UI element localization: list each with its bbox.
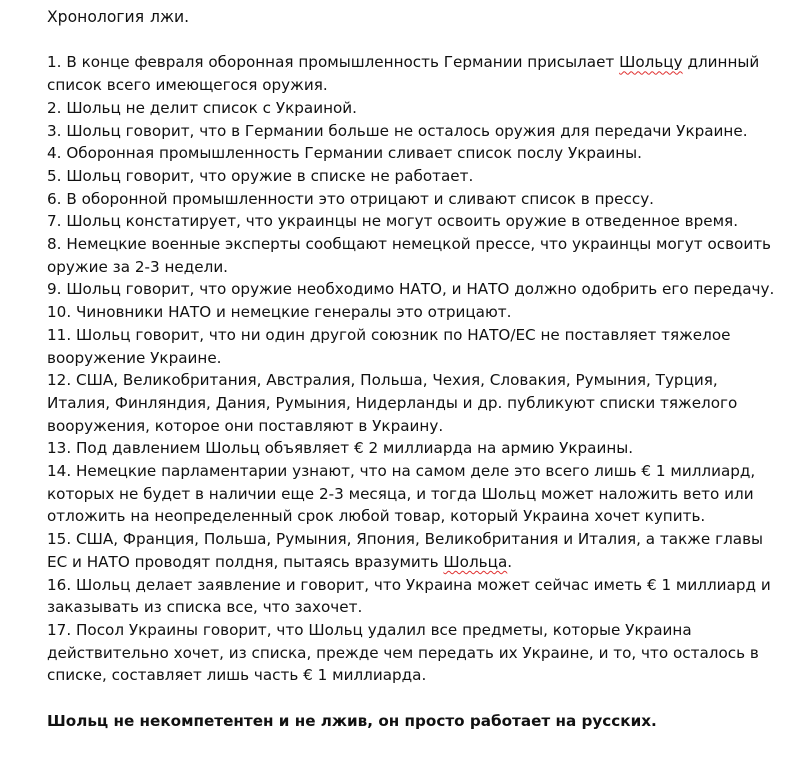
list-item [47,233,782,278]
spellcheck-flagged-word: Шольцу [619,53,683,72]
list-item-text: 2. Шольц не делит список с Украиной. [47,98,358,117]
list-item [47,51,782,96]
list-item-text: 6. В оборонной промышленности это отрицают и сливают список в прессу. [47,189,655,208]
list-item-text: 16. Шольц делает заявление и говорит, что Украина может сейчас иметь € 1 миллиард и заказывать из списка все, что захочет. [47,575,771,617]
list-item [47,437,782,460]
list-item [47,165,782,188]
list-item [47,619,782,687]
chronology-list [47,51,782,687]
list-item-text: 15. США, Франция, Польша, Румыния, Япония, Великобритания и Италия, а также главы ЕС и НАТО проводят полдня, пытаясь вразумить [47,530,764,571]
list-item [47,324,782,369]
list-item-text: 17. Посол Украины говорит, что Шольц удалил все предметы, которые Украина действительно хочет, из списка, прежде чем передать их Украине, и то, что осталось в списке, составляет лишь часть € 1 миллиарда. [47,620,759,685]
list-item-text: 10. Чиновники НАТО и немецкие генералы это отрицают. [47,303,512,322]
list-item [47,210,782,233]
list-item [47,142,782,165]
list-item [47,301,782,324]
list-item-text: 14. Немецкие парламентарии узнают, что на самом деле это всего лишь € 1 миллиард, которых не будет в наличии еще 2-3 месяца, и тогда Шольц может наложить вето или отложить на неопределенный срок любой товар, который Украина хочет купить. [47,462,756,526]
list-item-text: 8. Немецкие военные эксперты сообщают немецкой прессе, что украинцы могут освоить оружие за 2-3 недели. [47,235,771,276]
list-item-text: 5. Шольц говорит, что оружие в списке не работает. [47,166,474,185]
document-body [47,6,782,732]
list-item-text: 11. Шольц говорит, что ни один другой союзник по НАТО/ЕС не поставляет тяжелое вооружение Украине. [47,325,731,367]
spellcheck-flagged-word: Шольца [443,552,508,571]
list-item-text: 1. В конце февраля оборонная промышленность Германии присылает [47,53,620,72]
list-item [47,120,782,143]
document-title: Хронология лжи. [47,8,190,26]
list-item-text-tail: длинный список всего имеющегося оружия. [47,53,760,95]
list-item-text: 12. США, Великобритания, Австралия, Польша, Чехия, Словакия, Румыния, Турция, Италия, Финляндия, Дания, Румыния, Нидерланды и др. публикуют списки тяжелого вооружения, которое они поставляют в Украину. [47,371,738,435]
list-item [47,188,782,211]
list-item-text: 3. Шольц говорит, что в Германии больше не осталось оружия для передачи Украине. [47,121,748,140]
list-item [47,574,782,619]
list-item [47,460,782,528]
conclusion-text: Шольц не некомпетентен и не лжив, он просто работает на русских. [47,711,657,730]
list-item-text: 7. Шольц констатирует, что украинцы не могут освоить оружие в отведенное время. [47,212,739,231]
list-item-text: 13. Под давлением Шольц объявляет € 2 миллиарда на армию Украины. [47,439,634,458]
list-item [47,528,782,573]
list-item [47,97,782,120]
list-item [47,278,782,301]
list-item-text-tail: . [507,552,513,571]
list-item-text: 4. Оборонная промышленность Германии сливает список послу Украины. [47,144,642,163]
list-item-text: 9. Шольц говорит, что оружие необходимо НАТО, и НАТО должно одобрить его передачу. [47,280,775,299]
list-item [47,369,782,437]
